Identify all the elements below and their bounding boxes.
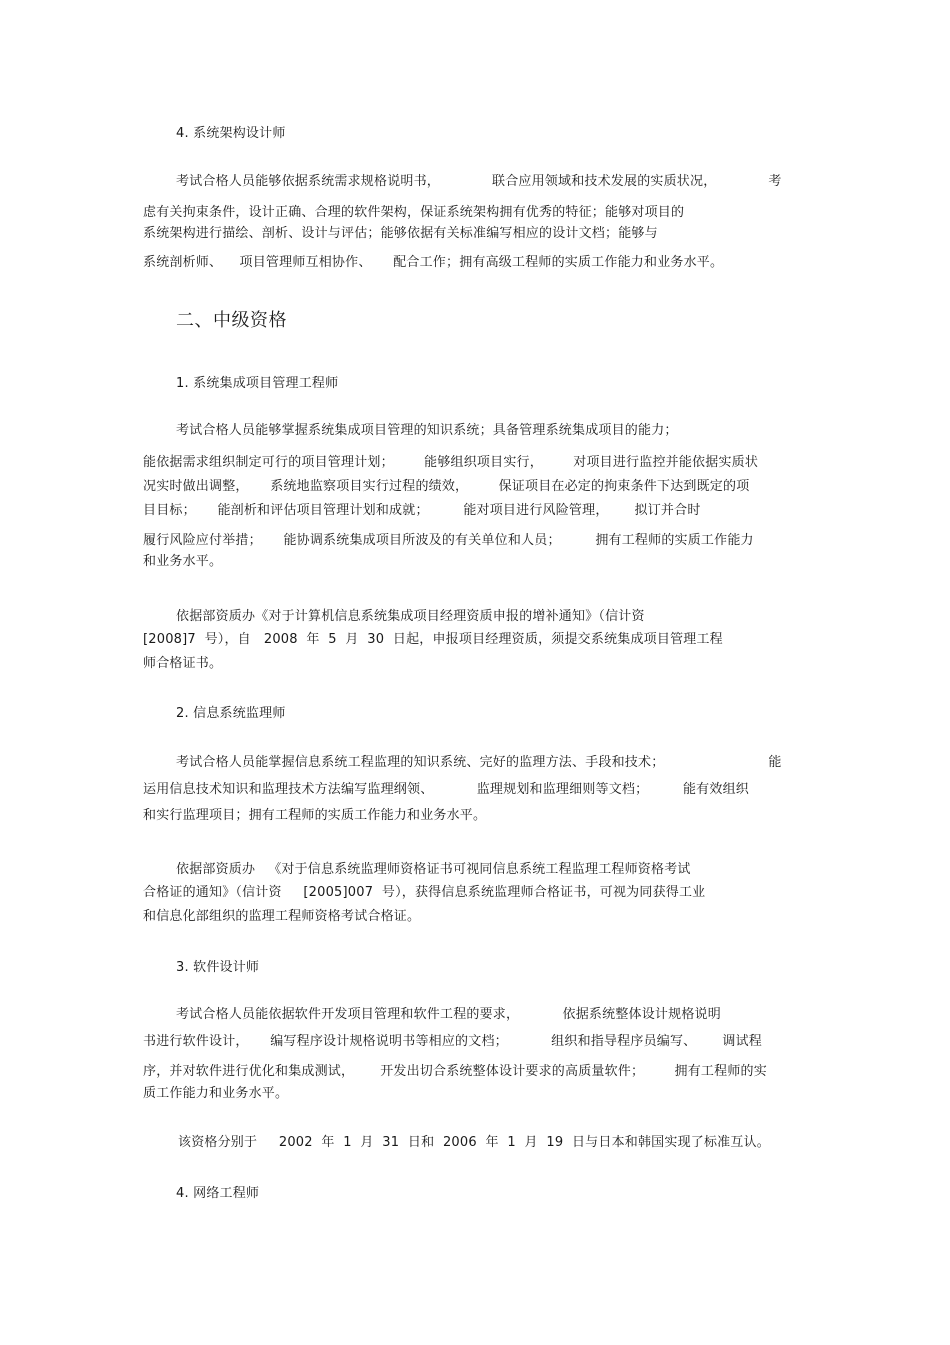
paragraph-line: 和业务水平。 [143, 554, 223, 569]
paragraph-line: 序，并对软件进行优化和集成测试， 开发出切合系统整体设计要求的高质量软件； 拥有工程师的实 [143, 1064, 767, 1079]
paragraph-line: 履行风险应付举措； 能协调系统集成项目所波及的有关单位和人员； 拥有工程师的实质工作能力 [143, 533, 754, 548]
paragraph-line: 考试合格人员能够掌握系统集成项目管理的知识系统；具备管理系统集成项目的能力； [176, 423, 678, 438]
section-heading: 4. 网络工程师 [176, 1186, 260, 1201]
paragraph-line: 该资格分别于 2002 年 1 月 31 日和 2006 年 1 月 19 日与日本和韩国实现了标准互认。 [178, 1135, 770, 1150]
paragraph-line: 考试合格人员能依据软件开发项目管理和软件工程的要求， 依据系统整体设计规格说明 [176, 1007, 721, 1022]
section-heading: 4. 系统架构设计师 [176, 126, 286, 141]
chapter-heading: 二、中级资格 [176, 310, 287, 331]
paragraph-line: 书进行软件设计， 编写程序设计规格说明书等相应的文档； 组织和指导程序员编写、 调试程 [143, 1034, 762, 1049]
section-heading: 2. 信息系统监理师 [176, 706, 286, 721]
paragraph-line: [2008]7 号），自 2008 年 5 月 30 日起，申报项目经理资质，须提交系统集成项目管理工程 [143, 632, 723, 647]
paragraph-line: 能依据需求组织制定可行的项目管理计划； 能够组织项目实行， 对项目进行监控并能依据实质状 [143, 455, 759, 470]
paragraph-line: 和信息化部组织的监理工程师资格考试合格证。 [143, 909, 421, 924]
paragraph-line: 依据部资质办《对于计算机信息系统集成项目经理资质申报的增补通知》（信计资 [176, 609, 645, 624]
section-heading: 1. 系统集成项目管理工程师 [176, 376, 339, 391]
paragraph-line: 合格证的通知》（信计资 [2005]007 号），获得信息系统监理师合格证书，可视为同获得工业 [143, 885, 706, 900]
paragraph-line: 和实行监理项目；拥有工程师的实质工作能力和业务水平。 [143, 808, 487, 823]
section-heading: 3. 软件设计师 [176, 960, 260, 975]
paragraph-line: 依据部资质办 《对于信息系统监理师资格证书可视同信息系统工程监理工程师资格考试 [176, 862, 691, 877]
paragraph-line: 目目标； 能剖析和评估项目管理计划和成就； 能对项目进行风险管理， 拟订并合时 [143, 503, 701, 518]
paragraph-line: 系统架构进行描绘、剖析、设计与评估；能够依据有关标准编写相应的设计文档；能够与 [143, 226, 658, 241]
paragraph-line: 考试合格人员能够依据系统需求规格说明书， 联合应用领域和技术发展的实质状况， 考 [176, 174, 782, 189]
paragraph-line: 师合格证书。 [143, 656, 223, 671]
paragraph-line: 虑有关拘束条件，设计正确、合理的软件架构，保证系统架构拥有优秀的特征；能够对项目的 [143, 205, 685, 220]
paragraph-line: 运用信息技术知识和监理技术方法编写监理纲领、 监理规划和监理细则等文档； 能有效组织 [143, 782, 749, 797]
paragraph-line: 考试合格人员能掌握信息系统工程监理的知识系统、完好的监理方法、手段和技术； 能 [176, 755, 782, 770]
paragraph-line: 质工作能力和业务水平。 [143, 1086, 289, 1101]
paragraph-line: 况实时做出调整， 系统地监察项目实行过程的绩效， 保证项目在必定的拘束条件下达到既定的项 [143, 479, 750, 494]
paragraph-line: 系统剖析师、 项目管理师互相协作、 配合工作；拥有高级工程师的实质工作能力和业务水平。 [143, 255, 724, 270]
